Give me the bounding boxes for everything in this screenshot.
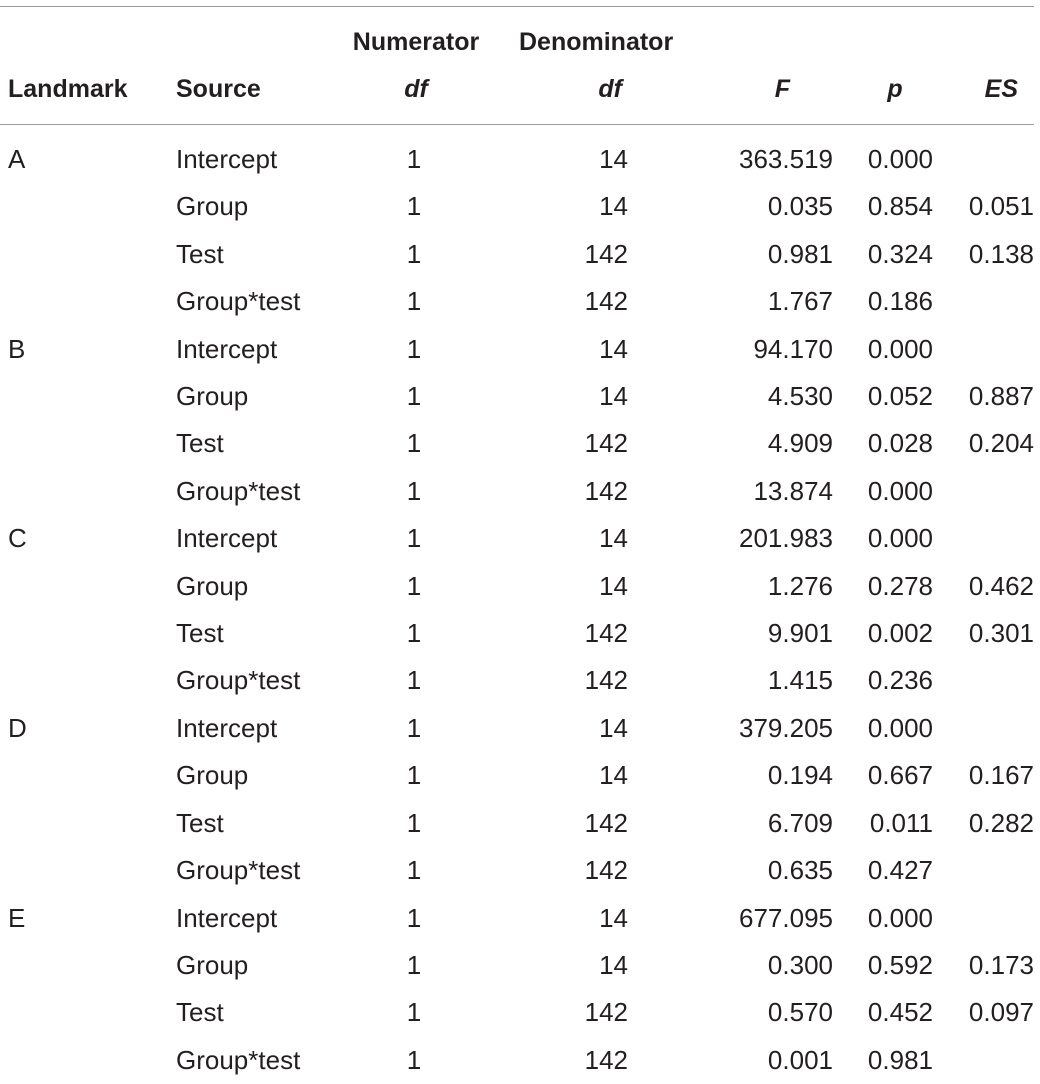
- cell-landmark: A: [8, 144, 26, 174]
- table-row: [0, 231, 1034, 278]
- cell-p: 0.028: [867, 428, 933, 459]
- table-row: [0, 610, 1034, 657]
- cell-es: [933, 895, 1034, 942]
- cell-denominator-df: 142: [584, 286, 628, 317]
- cell-p: 0.854: [867, 191, 933, 222]
- cell-p: 0.000: [867, 902, 933, 933]
- cell-es: [933, 136, 1034, 183]
- table-row: [0, 657, 1034, 704]
- cell-landmark: [0, 468, 176, 515]
- cell-f: 0.300: [767, 949, 833, 980]
- cell-f: 677.095: [739, 902, 833, 933]
- cell-es: 0.167: [968, 760, 1034, 791]
- anova-table: [0, 136, 1034, 1084]
- cell-es: [933, 657, 1034, 704]
- cell-denominator-df: 14: [599, 760, 628, 791]
- header-es: ES: [984, 75, 1018, 103]
- cell-denominator-df: 142: [584, 1044, 628, 1075]
- cell-es: 0.887: [968, 381, 1034, 412]
- cell-denominator-df: 14: [599, 333, 628, 364]
- cell-numerator-df: 1: [406, 618, 422, 649]
- cell-numerator-df: 1: [406, 760, 422, 791]
- cell-f: 0.001: [767, 1044, 833, 1075]
- header-f: F: [774, 75, 790, 103]
- cell-source: Group*test: [176, 1044, 301, 1075]
- cell-landmark: [0, 657, 176, 704]
- table-row: [0, 942, 1034, 989]
- cell-es: 0.462: [968, 570, 1034, 601]
- cell-numerator-df: 1: [406, 238, 422, 269]
- cell-source: Test: [176, 238, 224, 269]
- cell-p: 0.592: [867, 949, 933, 980]
- table-row: [0, 468, 1034, 515]
- cell-landmark: [0, 183, 176, 230]
- cell-numerator-df: 1: [406, 428, 422, 459]
- cell-p: 0.236: [867, 665, 933, 696]
- cell-p: 0.667: [867, 760, 933, 791]
- cell-source: Group*test: [176, 665, 301, 696]
- header-source: Source: [176, 75, 261, 103]
- cell-numerator-df: 1: [406, 191, 422, 222]
- cell-p: 0.000: [867, 712, 933, 743]
- cell-f: 0.570: [767, 997, 833, 1028]
- cell-es: 0.204: [968, 428, 1034, 459]
- cell-numerator-df: 1: [406, 144, 422, 174]
- cell-numerator-df: 1: [406, 855, 422, 886]
- cell-p: 0.000: [867, 144, 933, 174]
- cell-denominator-df: 14: [599, 381, 628, 412]
- cell-denominator-df: 142: [584, 855, 628, 886]
- table-row: [0, 563, 1034, 610]
- cell-denominator-df: 14: [599, 949, 628, 980]
- cell-denominator-df: 14: [599, 191, 628, 222]
- cell-numerator-df: 1: [406, 381, 422, 412]
- cell-landmark: [0, 373, 176, 420]
- cell-p: 0.000: [867, 333, 933, 364]
- cell-f: 201.983: [739, 523, 833, 554]
- cell-es: 0.138: [968, 238, 1034, 269]
- cell-source: Test: [176, 428, 224, 459]
- cell-source: Group: [176, 760, 249, 791]
- cell-denominator-df: 142: [584, 238, 628, 269]
- table-row: [0, 1037, 1034, 1084]
- table-row: [0, 705, 1034, 752]
- cell-numerator-df: 1: [406, 570, 422, 601]
- cell-landmark: [0, 942, 176, 989]
- cell-es: [933, 847, 1034, 894]
- cell-source: Group: [176, 381, 249, 412]
- cell-numerator-df: 1: [406, 523, 422, 554]
- table-top-rule: [0, 6, 1034, 7]
- cell-f: 379.205: [739, 712, 833, 743]
- table-row: [0, 183, 1034, 230]
- cell-source: Test: [176, 807, 224, 838]
- cell-source: Group*test: [176, 855, 301, 886]
- cell-landmark: [0, 800, 176, 847]
- cell-denominator-df: 142: [584, 665, 628, 696]
- cell-es: 0.301: [968, 618, 1034, 649]
- cell-f: 0.635: [767, 855, 833, 886]
- cell-denominator-df: 142: [584, 807, 628, 838]
- cell-es: [933, 326, 1034, 373]
- table-row: [0, 515, 1034, 562]
- header-rule: [0, 124, 1034, 125]
- cell-es: 0.173: [968, 949, 1034, 980]
- cell-denominator-df: 142: [584, 475, 628, 506]
- cell-denominator-df: 14: [599, 902, 628, 933]
- cell-numerator-df: 1: [406, 665, 422, 696]
- header-numerator-top: Numerator: [352, 28, 480, 56]
- cell-source: Test: [176, 997, 224, 1028]
- cell-es: [933, 705, 1034, 752]
- header-denominator-top: Denominator: [519, 28, 674, 56]
- table-row: [0, 989, 1034, 1036]
- cell-source: Intercept: [176, 523, 278, 554]
- cell-p: 0.427: [867, 855, 933, 886]
- cell-denominator-df: 14: [599, 144, 628, 174]
- cell-source: Group: [176, 949, 249, 980]
- table-row: [0, 326, 1034, 373]
- cell-p: 0.981: [867, 1044, 933, 1075]
- cell-es: 0.282: [968, 807, 1034, 838]
- cell-p: 0.000: [867, 523, 933, 554]
- table-row: [0, 752, 1034, 799]
- cell-landmark: [0, 610, 176, 657]
- cell-landmark: D: [8, 712, 27, 743]
- cell-source: Intercept: [176, 902, 278, 933]
- cell-source: Intercept: [176, 712, 278, 743]
- cell-landmark: E: [8, 902, 26, 933]
- cell-denominator-df: 142: [584, 428, 628, 459]
- cell-landmark: [0, 847, 176, 894]
- cell-denominator-df: 14: [599, 712, 628, 743]
- cell-source: Group*test: [176, 286, 301, 317]
- cell-source: Group*test: [176, 475, 301, 506]
- cell-p: 0.011: [869, 807, 933, 838]
- cell-numerator-df: 1: [406, 807, 422, 838]
- cell-source: Group: [176, 570, 249, 601]
- cell-numerator-df: 1: [406, 286, 422, 317]
- cell-landmark: [0, 1037, 176, 1084]
- cell-p: 0.052: [867, 381, 933, 412]
- cell-source: Group: [176, 191, 249, 222]
- cell-f: 4.530: [767, 381, 833, 412]
- cell-f: 1.276: [767, 570, 833, 601]
- cell-f: 4.909: [767, 428, 833, 459]
- cell-numerator-df: 1: [406, 475, 422, 506]
- table-row: [0, 420, 1034, 467]
- cell-p: 0.452: [867, 997, 933, 1028]
- cell-p: 0.278: [867, 570, 933, 601]
- header-denominator-df: df: [598, 75, 622, 103]
- cell-numerator-df: 1: [406, 902, 422, 933]
- cell-source: Intercept: [176, 144, 278, 174]
- cell-es: 0.051: [968, 191, 1034, 222]
- cell-denominator-df: 142: [584, 997, 628, 1028]
- table-row: [0, 895, 1034, 942]
- cell-f: 1.415: [767, 665, 833, 696]
- cell-f: 0.194: [767, 760, 833, 791]
- cell-numerator-df: 1: [406, 712, 422, 743]
- cell-numerator-df: 1: [406, 333, 422, 364]
- cell-landmark: C: [8, 523, 27, 554]
- cell-f: 6.709: [767, 807, 833, 838]
- table-row: [0, 800, 1034, 847]
- cell-f: 13.874: [753, 475, 833, 506]
- cell-landmark: [0, 231, 176, 278]
- header-p: p: [887, 75, 903, 103]
- cell-denominator-df: 14: [599, 523, 628, 554]
- cell-landmark: [0, 752, 176, 799]
- cell-es: 0.097: [968, 997, 1034, 1028]
- cell-source: Intercept: [176, 333, 278, 364]
- table-row: [0, 373, 1034, 420]
- cell-landmark: B: [8, 333, 26, 364]
- cell-f: 363.519: [739, 144, 833, 174]
- header-numerator-df: df: [404, 75, 428, 103]
- cell-p: 0.186: [867, 286, 933, 317]
- header-landmark: Landmark: [8, 75, 128, 103]
- cell-source: Test: [176, 618, 224, 649]
- cell-f: 94.170: [753, 333, 833, 364]
- cell-landmark: [0, 420, 176, 467]
- cell-f: 9.901: [767, 618, 833, 649]
- table-row: [0, 278, 1034, 325]
- cell-p: 0.002: [867, 618, 933, 649]
- cell-es: [933, 468, 1034, 515]
- cell-denominator-df: 142: [584, 618, 628, 649]
- table-row: [0, 136, 1034, 183]
- cell-p: 0.000: [867, 475, 933, 506]
- cell-f: 1.767: [767, 286, 833, 317]
- cell-denominator-df: 14: [599, 570, 628, 601]
- cell-es: [933, 515, 1034, 562]
- cell-f: 0.035: [767, 191, 833, 222]
- cell-es: [933, 1037, 1034, 1084]
- table-row: [0, 847, 1034, 894]
- cell-numerator-df: 1: [406, 997, 422, 1028]
- cell-es: [933, 278, 1034, 325]
- cell-numerator-df: 1: [406, 1044, 422, 1075]
- cell-numerator-df: 1: [406, 949, 422, 980]
- cell-f: 0.981: [767, 238, 833, 269]
- cell-landmark: [0, 278, 176, 325]
- cell-p: 0.324: [867, 238, 933, 269]
- table-body: [0, 136, 1034, 1084]
- cell-landmark: [0, 989, 176, 1036]
- cell-landmark: [0, 563, 176, 610]
